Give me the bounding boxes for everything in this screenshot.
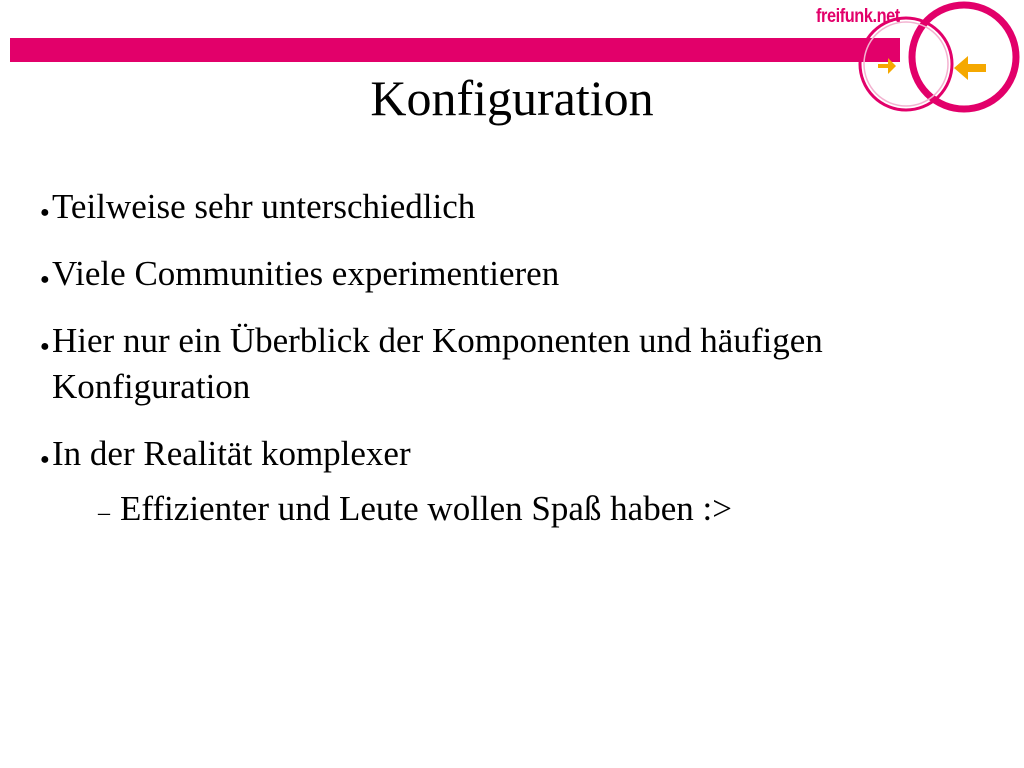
bullet-text: Hier nur ein Überblick der Komponenten und häufigen Konfiguration (52, 321, 823, 406)
bullet-text: Viele Communities experimentieren (52, 254, 560, 293)
bullet-dot: ● (40, 451, 50, 468)
bullet-dot: ● (40, 338, 50, 355)
slide-title: Konfiguration (370, 70, 654, 126)
sub-bullet-item (40, 486, 1000, 532)
header-accent-bar (10, 38, 900, 62)
bullet-text: Teilweise sehr unterschiedlich (52, 187, 476, 226)
bullet-text: In der Realität komplexer (52, 434, 411, 473)
bullet-item (40, 431, 1000, 477)
bullet-dot: ● (40, 271, 50, 288)
bullet-dot: ● (40, 204, 50, 221)
brand-logo-text: freifunk.net (816, 6, 900, 27)
sub-bullet-dash: – (98, 500, 110, 526)
sub-bullet-text: Effizienter und Leute wollen Spaß haben :> (120, 489, 732, 528)
bullet-item (40, 184, 1000, 230)
bullet-item (40, 318, 1000, 410)
bullet-list (40, 184, 1000, 553)
bullet-item (40, 251, 1000, 297)
